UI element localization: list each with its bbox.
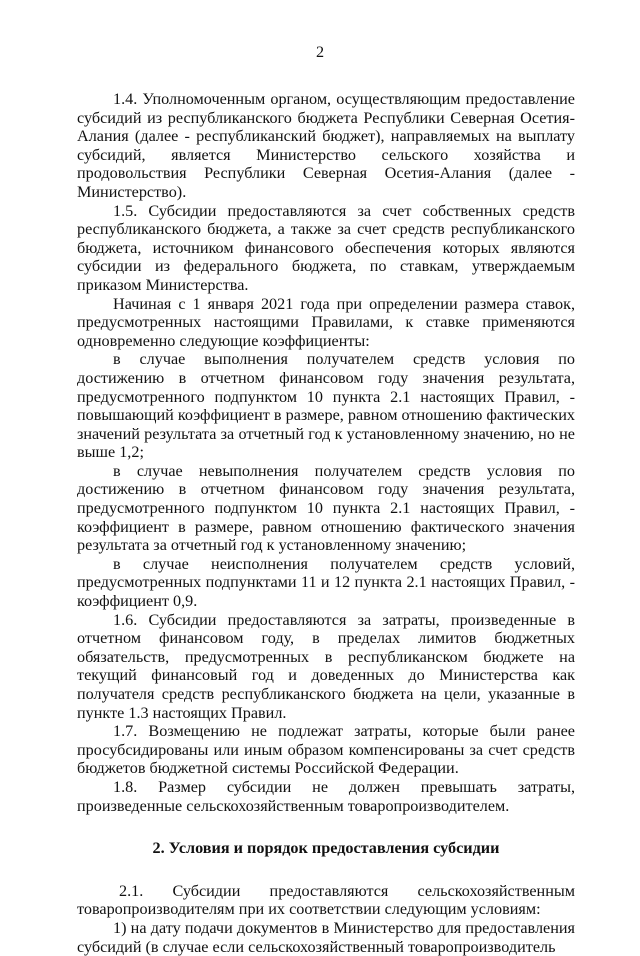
paragraph-1-5: 1.5. Субсидии предоставляются за счет собственных средств республиканского бюджета, а также за счет средств республиканского бюджета, источником финансового обеспечения которых являются субсидии из федерального бюджета, по ставкам, утверждаемым приказом Министерства.	[77, 201, 575, 294]
paragraph-case-fulfilled: в случае выполнения получателем средств условия по достижению в отчетном финансовом году значения результата, предусмотренного подпунктом 10 пункта 2.1 настоящих Правил, - повышающий коэффициент в размере, равном отношению фактических значений результата за отчетный год к установленному значению, но не выше 1,2;	[77, 350, 575, 462]
paragraph-1-7: 1.7. Возмещению не подлежат затраты, которые были ранее просубсидированы или иным образом компенсированы за счет средств бюджетов бюджетной системы Российской Федерации.	[77, 722, 575, 778]
paragraph-case-not-fulfilled: в случае невыполнения получателем средств условия по достижению в отчетном финансовом году значения результата, предусмотренного подпунктом 10 пункта 2.1 настоящих Правил, - коэффициент в размере, равном отношению фактического значения результата за отчетный год к установленному значению;	[77, 461, 575, 555]
paragraph-2-1-1: 1) на дату подачи документов в Министерство для предоставления субсидий (в случае если сельскохозяйственный товаропроизводитель	[77, 918, 575, 956]
paragraph-coefficients-intro: Начиная с 1 января 2021 года при определении размера ставок, предусмотренных настоящими Правилами, к ставке применяются одновременно следующие коэффициенты:	[77, 294, 575, 350]
section-2-title: 2. Условия и порядок предоставления субсидии	[152, 839, 500, 858]
paragraph-1-6: 1.6. Субсидии предоставляются за затраты, произведенные в отчетном финансовом году, в пределах лимитов бюджетных обязательств, предусмотренных в республиканском бюджете на текущий финансовый год и доведенных до Министерства как получателя средств республиканского бюджета на цели, указанные в пункте 1.3 настоящих Правил.	[77, 610, 575, 722]
paragraph-1-4: 1.4. Уполномоченным органом, осуществляющим предоставление субсидий из республиканского бюджета Республики Северная Осетия-Алания (далее - республиканский бюджет), направляемых на выплату субсидий, является Министерство сельского хозяйства и продовольствия Республики Северная Осетия-Алания (далее - Министерство).	[77, 90, 575, 201]
page-number: 2	[315, 43, 325, 61]
paragraph-2-1: 2.1. Субсидии предоставляются сельскохозяйственным товаропроизводителям при их соответствии следующим условиям:	[77, 881, 575, 919]
document-body	[77, 90, 575, 956]
paragraph-1-8: 1.8. Размер субсидии не должен превышать затраты, произведенные сельскохозяйственным товаропроизводителем.	[77, 777, 575, 815]
paragraph-case-not-executed: в случае неисполнения получателем средств условий, предусмотренных подпунктами 11 и 12 пункта 2.1 настоящих Правил, - коэффициент 0,9.	[77, 554, 575, 611]
